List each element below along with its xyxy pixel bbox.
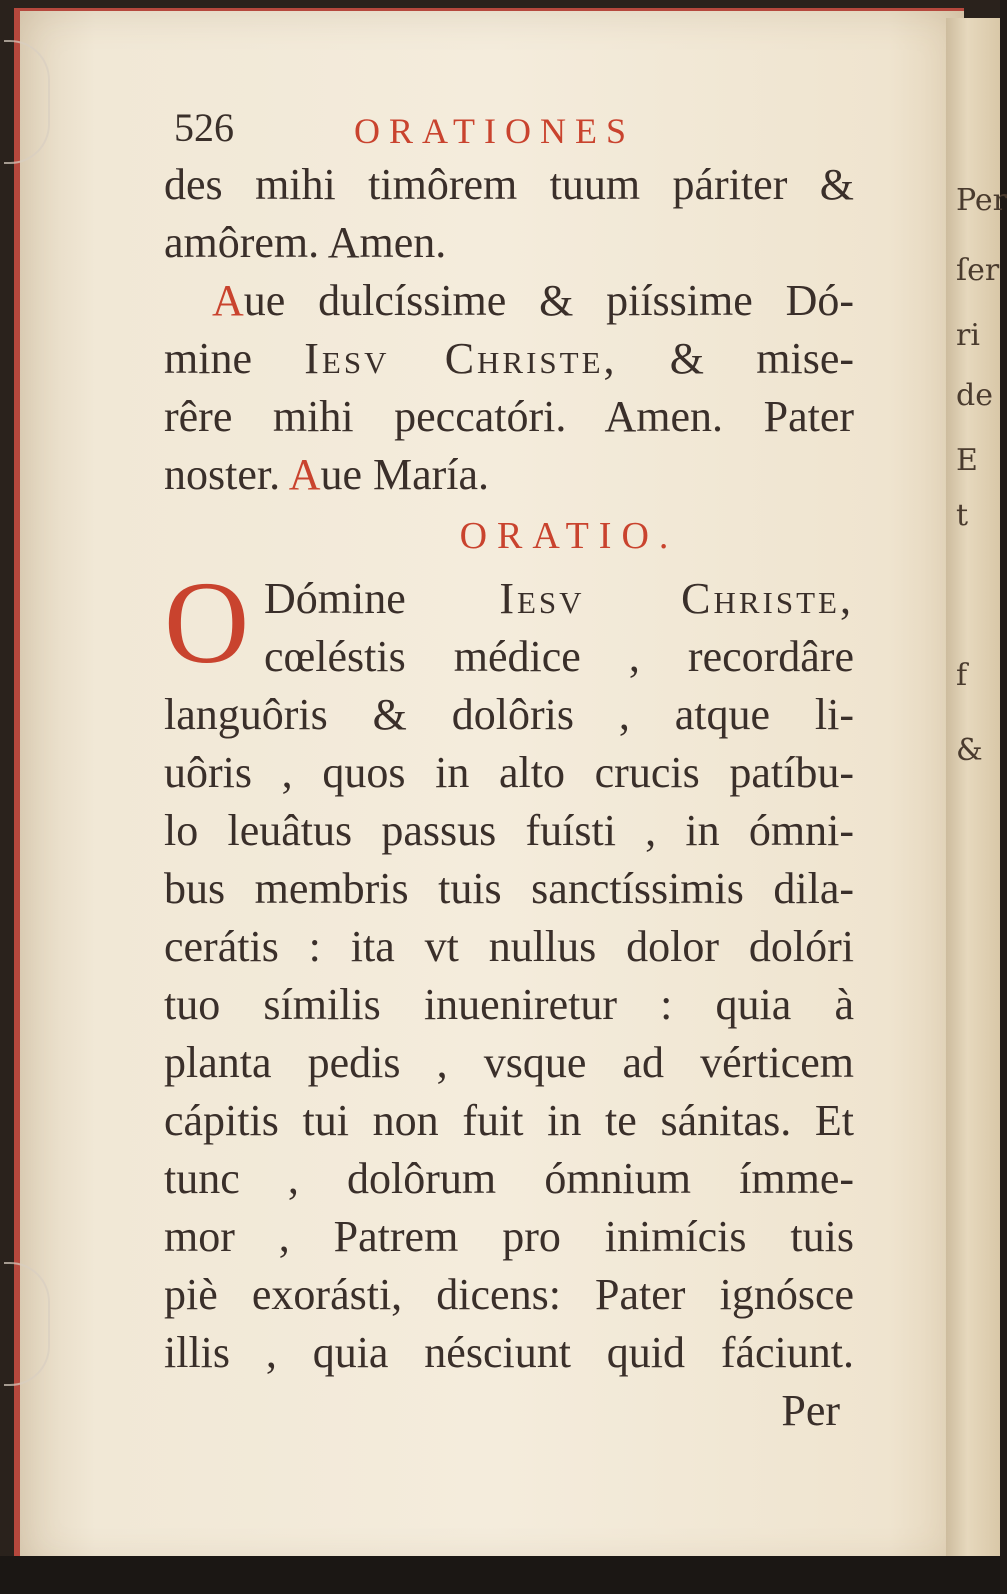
page-number: 526 bbox=[174, 105, 234, 150]
next-page-fragment: f bbox=[956, 658, 968, 693]
book-bottom-edge bbox=[0, 1556, 1000, 1594]
text-span: noster. bbox=[164, 450, 281, 499]
next-page-fragment: E bbox=[956, 443, 978, 478]
text-line: tuo símilis inueniretur : quia à bbox=[164, 980, 854, 1029]
page-header bbox=[164, 96, 854, 156]
text-line: bus membris tuis sanctíssimis dila- bbox=[164, 864, 854, 913]
clasp-tab-bottom bbox=[4, 1262, 50, 1386]
text-span: mine bbox=[164, 334, 252, 383]
text-line: des mihi timôrem tuum páriter & bbox=[164, 160, 854, 209]
text-line: cœléstis médice , recordâre bbox=[264, 632, 854, 681]
text-line bbox=[164, 272, 854, 330]
right-page-edge bbox=[946, 18, 1007, 1558]
next-page-fragment: ſer bbox=[956, 253, 1000, 288]
text-line: languôris & dolôris , atque li- bbox=[164, 690, 854, 739]
oratio-body bbox=[164, 557, 854, 1382]
section-heading: ORATIO. bbox=[459, 515, 679, 557]
text-line: cerátis : ita vt nullus dolor dolóri bbox=[164, 922, 854, 971]
text-line: illis , quia nésciunt quid fáciunt. bbox=[164, 1328, 854, 1377]
text-span: Dómine bbox=[264, 574, 406, 623]
text-line: planta pedis , vsque ad vérticem bbox=[164, 1038, 854, 1087]
catchword: Per bbox=[781, 1386, 840, 1435]
next-page-fragment: & bbox=[956, 733, 983, 768]
rubric-initial: A bbox=[288, 450, 321, 499]
text-line: tunc , dolôrum ómnium ímme- bbox=[164, 1154, 854, 1203]
holy-name: Iesv Christe, bbox=[304, 334, 618, 383]
drop-cap: O bbox=[164, 557, 250, 688]
next-page-fragment: de bbox=[956, 378, 993, 413]
rubric-initial: A bbox=[212, 276, 244, 325]
text-line bbox=[164, 570, 854, 628]
text-line: uôris , quos in alto crucis patíbu- bbox=[164, 748, 854, 797]
text-line bbox=[164, 330, 854, 388]
text-span: ue dulcíssime & piíssime Dó- bbox=[243, 276, 854, 325]
text-line: amôrem. Amen. bbox=[164, 218, 447, 267]
text-line: lo leuâtus passus fuísti , in ómni- bbox=[164, 806, 854, 855]
next-page-fragment: t bbox=[956, 498, 969, 533]
text-span: ue María. bbox=[320, 450, 490, 499]
running-title: ORATIONES bbox=[354, 111, 636, 151]
clasp-tab-top bbox=[4, 40, 50, 164]
text-line: mor , Patrem pro inimícis tuis bbox=[164, 1212, 854, 1261]
text-span: & mise- bbox=[669, 334, 855, 383]
text-line bbox=[164, 446, 854, 504]
holy-name: Iesv Christe, bbox=[499, 574, 854, 623]
next-page-fragment: Per bbox=[956, 183, 1007, 218]
text-line: piè exorásti, dicens: Pater ignósce bbox=[164, 1270, 854, 1319]
next-page-fragment: ri bbox=[956, 318, 980, 353]
text-line: rêre mihi peccatóri. Amen. Pater bbox=[164, 392, 854, 441]
text-line: cápitis tui non fuit in te sánitas. Et bbox=[164, 1096, 854, 1145]
page-text-block bbox=[164, 96, 854, 1440]
